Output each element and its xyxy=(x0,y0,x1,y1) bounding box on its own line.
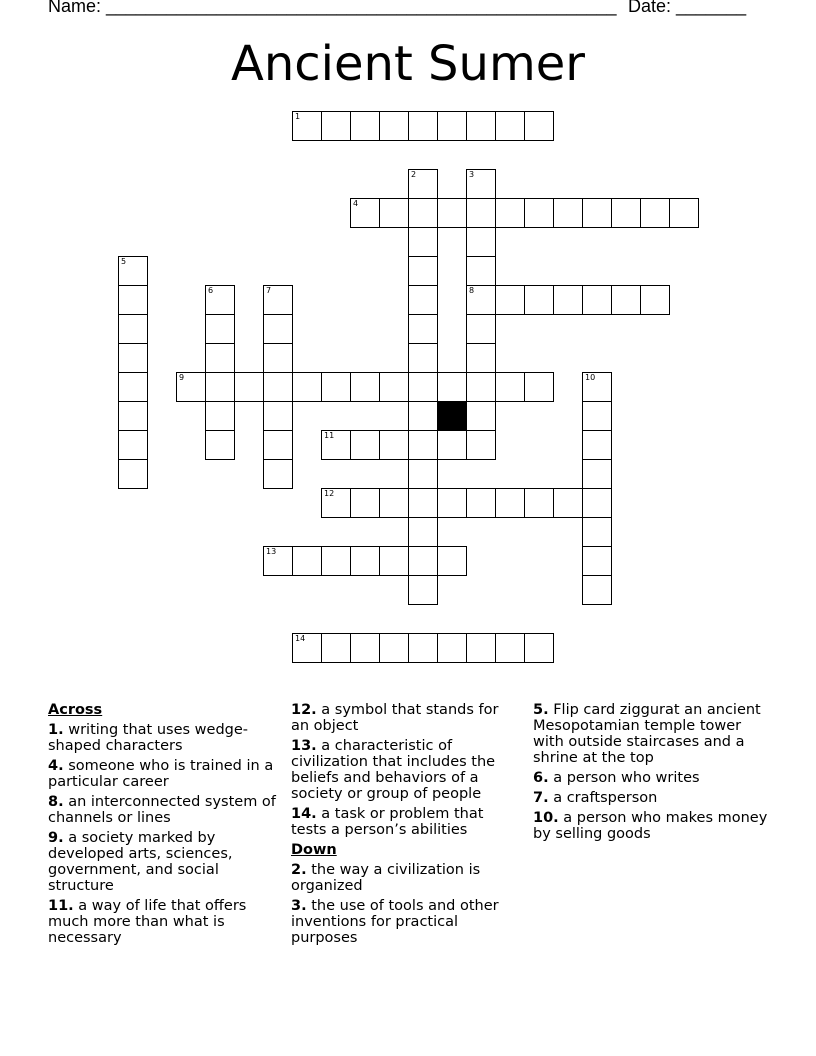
page-title: Ancient Sumer xyxy=(231,36,585,92)
crossword-cell[interactable] xyxy=(118,459,148,489)
crossword-cell[interactable] xyxy=(321,546,351,576)
clue-down-7: 7. a craftsperson xyxy=(533,790,658,806)
crossword-cell[interactable] xyxy=(205,430,235,460)
crossword-cell[interactable] xyxy=(437,111,467,141)
clue-across-11: 11. a way of life that offers much more than what is necessary xyxy=(48,898,247,946)
clue-across-14: 14. a task or problem that tests a person’s abilities xyxy=(291,806,484,838)
clue-down-3: 3. the use of tools and other inventions for practical purposes xyxy=(291,898,499,946)
clue-number: 3 xyxy=(469,170,475,179)
crossword-cell[interactable] xyxy=(495,285,525,315)
crossword-cell[interactable] xyxy=(379,198,409,228)
crossword-cell[interactable] xyxy=(379,372,409,402)
name-field-label: Name: ___________________________________________________ xyxy=(48,0,617,16)
crossword-cell[interactable] xyxy=(611,198,641,228)
crossword-cell[interactable] xyxy=(350,430,380,460)
crossword-cell[interactable] xyxy=(205,401,235,431)
crossword-cell[interactable] xyxy=(292,546,322,576)
crossword-cell[interactable] xyxy=(263,285,293,315)
crossword-cell[interactable] xyxy=(495,488,525,518)
crossword-cell[interactable] xyxy=(582,488,612,518)
crossword-cell[interactable] xyxy=(524,372,554,402)
crossword-cell[interactable] xyxy=(408,488,438,518)
crossword-cell[interactable] xyxy=(437,430,467,460)
crossword-cell[interactable] xyxy=(118,256,148,286)
crossword-cell[interactable] xyxy=(263,459,293,489)
clues-column-1 xyxy=(48,702,278,950)
crossword-cell[interactable] xyxy=(350,372,380,402)
crossword-cell[interactable] xyxy=(408,256,438,286)
crossword-cell[interactable] xyxy=(118,401,148,431)
crossword-cell[interactable] xyxy=(408,285,438,315)
crossword-cell[interactable] xyxy=(582,459,612,489)
crossword-cell[interactable] xyxy=(234,372,264,402)
clues-column-3 xyxy=(533,702,773,846)
crossword-cell[interactable] xyxy=(582,430,612,460)
crossword-cell[interactable] xyxy=(582,372,612,402)
crossword-cell[interactable] xyxy=(582,401,612,431)
crossword-cell[interactable] xyxy=(553,285,583,315)
crossword-cell[interactable] xyxy=(118,343,148,373)
crossword-cell[interactable] xyxy=(205,372,235,402)
crossword-cell[interactable] xyxy=(437,633,467,663)
crossword-cell[interactable] xyxy=(205,285,235,315)
crossword-cell[interactable] xyxy=(321,372,351,402)
clue-across-9: 9. a society marked by developed arts, sciences, government, and social structure xyxy=(48,830,233,894)
crossword-cell[interactable] xyxy=(640,198,670,228)
crossword-cell[interactable] xyxy=(466,401,496,431)
crossword-cell[interactable] xyxy=(582,198,612,228)
crossword-cell[interactable] xyxy=(379,488,409,518)
clue-number: 9 xyxy=(179,373,185,382)
crossword-cell[interactable] xyxy=(379,633,409,663)
clue-number: 2 xyxy=(411,170,417,179)
crossword-cell[interactable] xyxy=(408,372,438,402)
clue-number: 12 xyxy=(324,489,335,498)
crossword-cell[interactable] xyxy=(263,401,293,431)
crossword-cell[interactable] xyxy=(495,372,525,402)
crossword-cell[interactable] xyxy=(408,575,438,605)
crossword-cell[interactable] xyxy=(321,111,351,141)
crossword-cell[interactable] xyxy=(524,285,554,315)
crossword-cell[interactable] xyxy=(466,488,496,518)
clue-down-5: 5. Flip card ziggurat an ancient Mesopotamian temple tower with outside staircases and a shrine at the top xyxy=(533,702,761,766)
crossword-cell[interactable] xyxy=(466,256,496,286)
crossword-cell[interactable] xyxy=(640,285,670,315)
crossword-cell[interactable] xyxy=(437,488,467,518)
crossword-cell[interactable] xyxy=(408,401,438,431)
crossword-cell[interactable] xyxy=(466,633,496,663)
crossword-cell[interactable] xyxy=(205,343,235,373)
crossword-cell[interactable] xyxy=(408,314,438,344)
crossword-cell[interactable] xyxy=(263,372,293,402)
crossword-cell[interactable] xyxy=(408,546,438,576)
clue-down-6: 6. a person who writes xyxy=(533,770,700,786)
crossword-cell[interactable] xyxy=(524,111,554,141)
black-cell xyxy=(437,401,467,431)
crossword-cell[interactable] xyxy=(466,343,496,373)
crossword-cell[interactable] xyxy=(611,285,641,315)
crossword-cell[interactable] xyxy=(263,343,293,373)
crossword-cell[interactable] xyxy=(466,314,496,344)
crossword-cell[interactable] xyxy=(437,198,467,228)
crossword-cell[interactable] xyxy=(582,575,612,605)
crossword-cell[interactable] xyxy=(408,430,438,460)
crossword-cell[interactable] xyxy=(408,111,438,141)
clue-across-12: 12. a symbol that stands for an object xyxy=(291,702,499,734)
crossword-cell[interactable] xyxy=(408,198,438,228)
crossword-cell[interactable] xyxy=(495,633,525,663)
clue-number: 4 xyxy=(353,199,359,208)
crossword-cell[interactable] xyxy=(582,285,612,315)
across-heading: Across xyxy=(48,702,103,718)
crossword-cell[interactable] xyxy=(118,285,148,315)
crossword-cell[interactable] xyxy=(118,372,148,402)
crossword-cell[interactable] xyxy=(408,343,438,373)
crossword-cell[interactable] xyxy=(408,459,438,489)
clue-number: 13 xyxy=(266,547,277,556)
crossword-cell[interactable] xyxy=(466,285,496,315)
crossword-cell[interactable] xyxy=(524,633,554,663)
crossword-cell[interactable] xyxy=(350,488,380,518)
crossword-cell[interactable] xyxy=(176,372,206,402)
clue-number: 1 xyxy=(295,112,301,121)
crossword-cell[interactable] xyxy=(466,111,496,141)
crossword-cell[interactable] xyxy=(408,633,438,663)
crossword-cell[interactable] xyxy=(350,633,380,663)
crossword-cell[interactable] xyxy=(379,430,409,460)
clues-column-2 xyxy=(291,702,521,950)
crossword-cell[interactable] xyxy=(292,372,322,402)
clue-across-13: 13. a characteristic of civilization that includes the beliefs and behaviors of a society or group of people xyxy=(291,738,496,802)
crossword-cell[interactable] xyxy=(321,488,351,518)
clue-across-1: 1. writing that uses wedge-shaped characters xyxy=(48,722,249,754)
clue-number: 14 xyxy=(295,634,306,643)
crossword-cell[interactable] xyxy=(669,198,699,228)
crossword-cell[interactable] xyxy=(263,314,293,344)
crossword-cell[interactable] xyxy=(408,169,438,199)
crossword-cell[interactable] xyxy=(263,430,293,460)
crossword-cell[interactable] xyxy=(466,227,496,257)
clue-number: 7 xyxy=(266,286,272,295)
crossword-cell[interactable] xyxy=(524,198,554,228)
crossword-cell[interactable] xyxy=(466,198,496,228)
crossword-cell[interactable] xyxy=(118,314,148,344)
crossword-cell[interactable] xyxy=(466,372,496,402)
crossword-cell[interactable] xyxy=(553,198,583,228)
clue-across-8: 8. an interconnected system of channels or lines xyxy=(48,794,276,826)
crossword-cell[interactable] xyxy=(350,111,380,141)
crossword-cell[interactable] xyxy=(350,546,380,576)
crossword-cell[interactable] xyxy=(553,488,583,518)
down-heading: Down xyxy=(291,842,337,858)
crossword-cell[interactable] xyxy=(321,430,351,460)
crossword-cell[interactable] xyxy=(495,198,525,228)
crossword-cell[interactable] xyxy=(408,517,438,547)
clue-across-4: 4. someone who is trained in a particular career xyxy=(48,758,274,790)
date-field-label: Date: _______ xyxy=(628,0,747,16)
crossword-cell[interactable] xyxy=(205,314,235,344)
clue-number: 11 xyxy=(324,431,335,440)
crossword-cell[interactable] xyxy=(495,111,525,141)
crossword-cell[interactable] xyxy=(379,546,409,576)
crossword-cell[interactable] xyxy=(582,546,612,576)
clue-number: 5 xyxy=(121,257,127,266)
crossword-cell[interactable] xyxy=(292,111,322,141)
clue-down-10: 10. a person who makes money by selling goods xyxy=(533,810,768,842)
crossword-cell[interactable] xyxy=(466,169,496,199)
crossword-cell[interactable] xyxy=(118,430,148,460)
crossword-cell[interactable] xyxy=(437,372,467,402)
crossword-cell[interactable] xyxy=(466,430,496,460)
clue-down-2: 2. the way a civilization is organized xyxy=(291,862,481,894)
clue-number: 10 xyxy=(585,373,596,382)
crossword-cell[interactable] xyxy=(408,227,438,257)
clue-number: 6 xyxy=(208,286,214,295)
crossword-cell[interactable] xyxy=(350,198,380,228)
crossword-cell[interactable] xyxy=(524,488,554,518)
crossword-cell[interactable] xyxy=(437,546,467,576)
crossword-cell[interactable] xyxy=(263,546,293,576)
crossword-cell[interactable] xyxy=(582,517,612,547)
clue-number: 8 xyxy=(469,286,475,295)
crossword-cell[interactable] xyxy=(292,633,322,663)
crossword-cell[interactable] xyxy=(379,111,409,141)
crossword-cell[interactable] xyxy=(321,633,351,663)
